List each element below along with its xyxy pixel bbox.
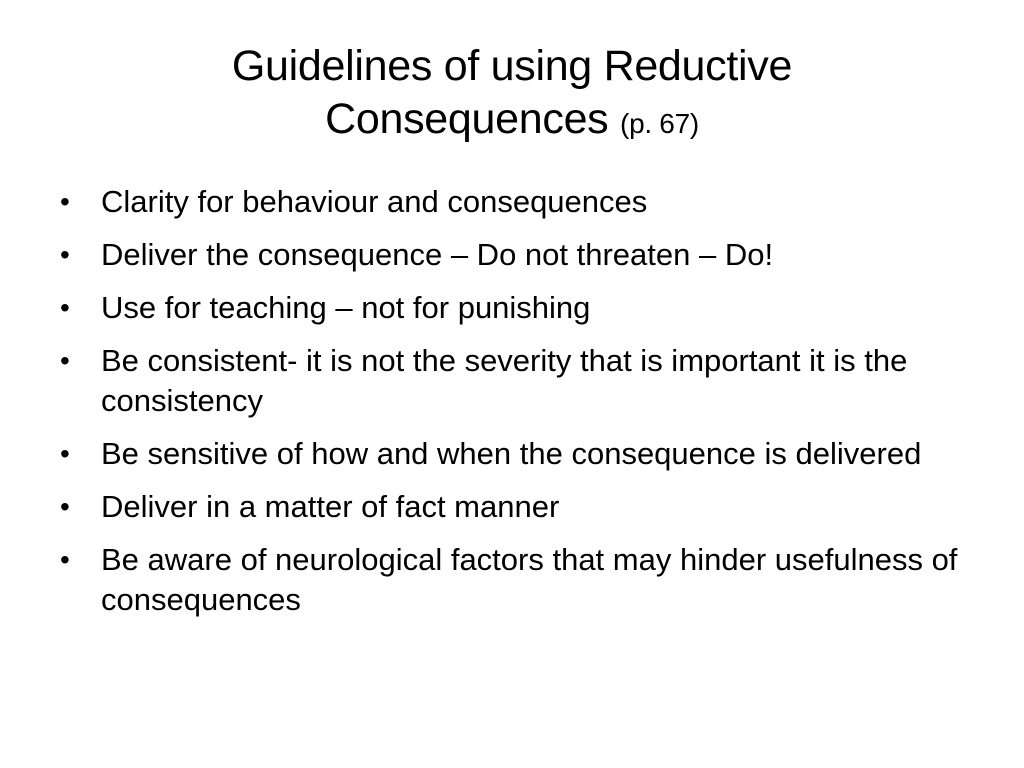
bullet-dot-icon: • [60,292,70,323]
bullet-text: Be sensitive of how and when the consequence is delivered [101,436,922,471]
bullet-dot-icon: • [60,345,70,376]
bullet-item [58,182,958,222]
bullet-text: Use for teaching – not for punishing [101,290,591,325]
bullet-item [58,434,958,474]
bullet-dot-icon: • [60,239,70,270]
bullet-item [58,540,958,620]
bullet-item [58,235,958,275]
bullet-dot-icon: • [60,438,70,469]
bullet-text: Deliver the consequence – Do not threaten – Do! [101,237,774,272]
title-line-2: Consequences [325,95,609,143]
bullet-dot-icon: • [60,491,70,522]
bullet-text: Clarity for behaviour and consequences [101,184,648,219]
bullet-text: Deliver in a matter of fact manner [101,489,560,524]
bullet-item [58,487,958,527]
page-reference: (p. 67) [620,108,699,139]
bullet-list [58,182,958,633]
slide-title [90,40,934,150]
bullet-item [58,288,958,328]
bullet-dot-icon: • [60,544,70,575]
title-line-1: Guidelines of using Reductive [231,42,793,90]
bullet-item [58,341,958,421]
bullet-text: Be consistent- it is not the severity that is important it is the consistency [101,343,908,418]
bullet-text: Be aware of neurological factors that may hinder usefulness of consequences [101,542,958,617]
bullet-dot-icon: • [60,186,70,217]
